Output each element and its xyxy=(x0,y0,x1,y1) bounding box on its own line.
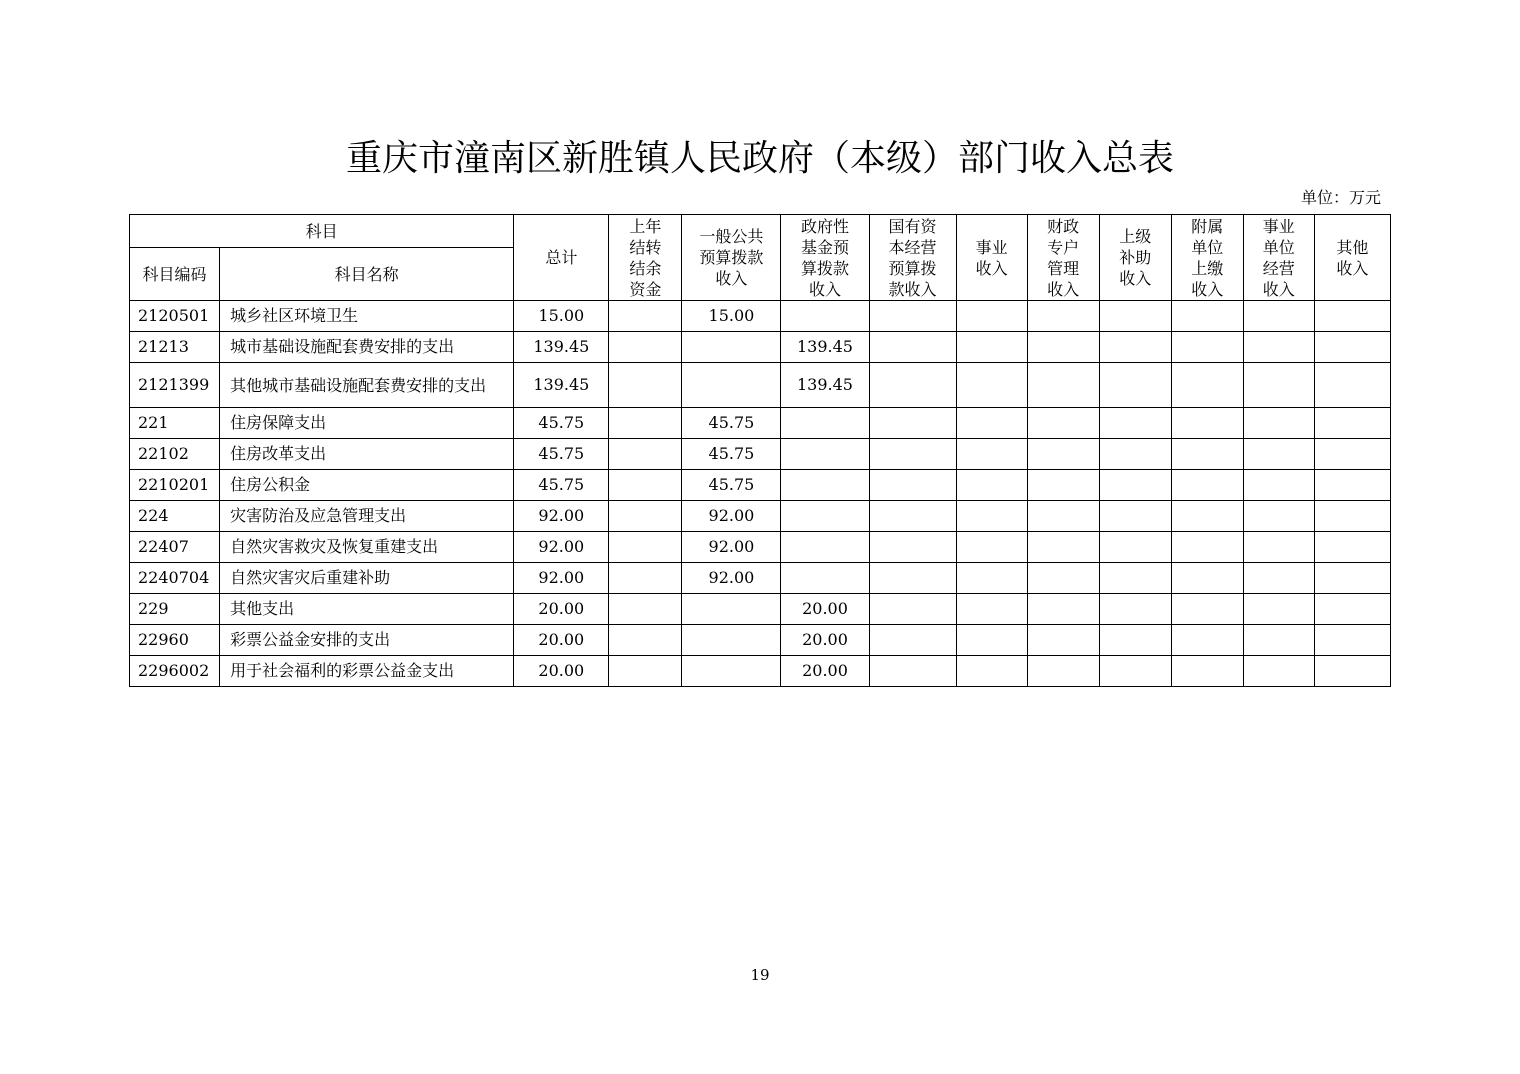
row-total: 92.00 xyxy=(514,563,609,594)
row-general xyxy=(682,656,781,687)
table-row xyxy=(130,301,1391,332)
row-fund xyxy=(781,301,869,332)
row-code: 224 xyxy=(130,501,220,532)
row-total: 139.45 xyxy=(514,332,609,363)
unit-label: 单位：万元 xyxy=(1300,188,1381,207)
row-fund xyxy=(781,408,869,439)
row-name: 自然灾害灾后重建补助 xyxy=(220,563,514,594)
table-row xyxy=(130,439,1391,470)
table-row xyxy=(130,408,1391,439)
header-general-budget: 一般公共 预算拨款 收入 xyxy=(682,215,781,301)
row-total: 20.00 xyxy=(514,625,609,656)
header-business-income: 事业 收入 xyxy=(956,215,1027,301)
header-code: 科目编码 xyxy=(130,248,220,301)
row-total: 92.00 xyxy=(514,501,609,532)
row-code: 2121399 xyxy=(130,363,220,408)
row-total: 92.00 xyxy=(514,532,609,563)
header-other-income: 其他 收入 xyxy=(1314,215,1390,301)
row-total: 45.75 xyxy=(514,470,609,501)
header-subject: 科目 xyxy=(130,215,514,248)
row-general xyxy=(682,363,781,408)
row-total: 139.45 xyxy=(514,363,609,408)
row-name: 其他支出 xyxy=(220,594,514,625)
row-code: 22407 xyxy=(130,532,220,563)
header-name: 科目名称 xyxy=(220,248,514,301)
row-total: 45.75 xyxy=(514,439,609,470)
row-code: 2240704 xyxy=(130,563,220,594)
row-fund xyxy=(781,563,869,594)
table-row xyxy=(130,501,1391,532)
row-fund: 20.00 xyxy=(781,625,869,656)
row-fund: 20.00 xyxy=(781,594,869,625)
header-total: 总计 xyxy=(514,215,609,301)
row-name: 其他城市基础设施配套费安排的支出 xyxy=(220,363,514,408)
row-general: 45.75 xyxy=(682,408,781,439)
table-row xyxy=(130,625,1391,656)
header-fund-budget: 政府性 基金预 算拨款 收入 xyxy=(781,215,869,301)
row-total: 20.00 xyxy=(514,594,609,625)
row-code: 22960 xyxy=(130,625,220,656)
table-row xyxy=(130,332,1391,363)
row-code: 221 xyxy=(130,408,220,439)
header-superior-subsidy: 上级 补助 收入 xyxy=(1099,215,1171,301)
row-code: 2210201 xyxy=(130,470,220,501)
row-name: 城市基础设施配套费安排的支出 xyxy=(220,332,514,363)
row-general xyxy=(682,332,781,363)
row-code: 2296002 xyxy=(130,656,220,687)
row-name: 灾害防治及应急管理支出 xyxy=(220,501,514,532)
row-fund xyxy=(781,532,869,563)
row-general: 45.75 xyxy=(682,439,781,470)
table-row xyxy=(130,563,1391,594)
row-general xyxy=(682,625,781,656)
table-row xyxy=(130,594,1391,625)
row-general: 15.00 xyxy=(682,301,781,332)
row-name: 彩票公益金安排的支出 xyxy=(220,625,514,656)
row-code: 2120501 xyxy=(130,301,220,332)
row-fund: 139.45 xyxy=(781,363,869,408)
row-name: 住房改革支出 xyxy=(220,439,514,470)
row-code: 229 xyxy=(130,594,220,625)
row-fund: 20.00 xyxy=(781,656,869,687)
row-fund xyxy=(781,470,869,501)
table-row xyxy=(130,363,1391,408)
row-general: 45.75 xyxy=(682,470,781,501)
header-affiliated-unit: 附属 单位 上缴 收入 xyxy=(1171,215,1243,301)
header-operating-income: 事业 单位 经营 收入 xyxy=(1243,215,1314,301)
header-carryover: 上年 结转 结余 资金 xyxy=(609,215,682,301)
row-fund: 139.45 xyxy=(781,332,869,363)
row-general: 92.00 xyxy=(682,501,781,532)
page-number: 19 xyxy=(750,966,770,984)
row-name: 用于社会福利的彩票公益金支出 xyxy=(220,656,514,687)
table-row xyxy=(130,470,1391,501)
row-general: 92.00 xyxy=(682,563,781,594)
row-name: 城乡社区环境卫生 xyxy=(220,301,514,332)
header-state-capital: 国有资 本经营 预算拨 款收入 xyxy=(869,215,956,301)
row-name: 住房保障支出 xyxy=(220,408,514,439)
row-total: 15.00 xyxy=(514,301,609,332)
row-fund xyxy=(781,439,869,470)
row-name: 住房公积金 xyxy=(220,470,514,501)
row-general xyxy=(682,594,781,625)
row-code: 22102 xyxy=(130,439,220,470)
row-total: 20.00 xyxy=(514,656,609,687)
table-row xyxy=(130,532,1391,563)
page-title: 重庆市潼南区新胜镇人民政府（本级）部门收入总表 xyxy=(345,138,1174,179)
row-name: 自然灾害救灾及恢复重建支出 xyxy=(220,532,514,563)
table-row xyxy=(130,656,1391,687)
row-fund xyxy=(781,501,869,532)
income-table xyxy=(129,214,1391,687)
row-total: 45.75 xyxy=(514,408,609,439)
header-special-account: 财政 专户 管理 收入 xyxy=(1027,215,1099,301)
row-code: 21213 xyxy=(130,332,220,363)
row-general: 92.00 xyxy=(682,532,781,563)
